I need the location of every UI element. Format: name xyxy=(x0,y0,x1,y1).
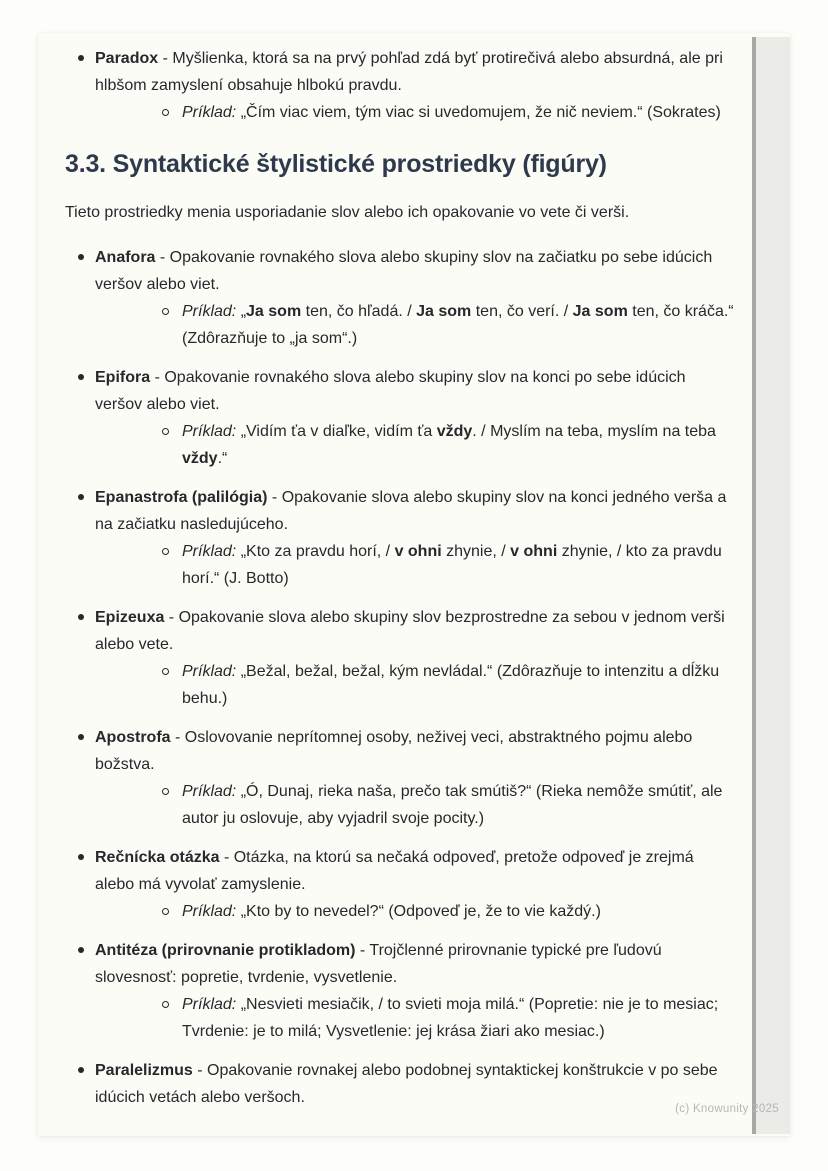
term-description: - Opakovanie slova alebo skupiny slov bezprostredne za sebou v jednom verši alebo vete. xyxy=(95,609,725,653)
example-list xyxy=(152,658,737,712)
term-label: Paralelizmus xyxy=(95,1062,193,1079)
example-list xyxy=(152,99,737,126)
example-text: . / Myslím na teba, myslím na teba xyxy=(472,423,716,440)
example-item xyxy=(152,778,737,832)
example-text: „Kto by to nevedel?“ (Odpoveď je, že to vie každý.) xyxy=(240,903,601,920)
term-label: Rečnícka otázka xyxy=(95,849,220,866)
example-label: Príklad: xyxy=(182,104,237,121)
term-label: Apostrofa xyxy=(95,729,171,746)
term-label: Epanastrofa (palilógia) xyxy=(95,489,268,506)
example-item xyxy=(152,898,737,925)
example-item xyxy=(152,658,737,712)
document-content xyxy=(38,33,790,1111)
example-text: „Vidím ťa v diaľke, vidím ťa xyxy=(240,423,437,440)
example-emphasis: Ja som xyxy=(416,303,472,320)
term-label: Paradox xyxy=(95,50,159,67)
example-item xyxy=(152,538,737,592)
example-text: „Bežal, bežal, bežal, kým nevládal.“ (Zdôrazňuje to intenzitu a dĺžku behu.) xyxy=(182,663,720,707)
list-item xyxy=(65,45,737,126)
document-page xyxy=(38,33,790,1136)
example-emphasis: Ja som xyxy=(572,303,628,320)
example-text: ten, čo hľadá. / xyxy=(301,303,417,320)
term-description: - Myšlienka, ktorá sa na prvý pohľad zdá byť protirečivá alebo absurdná, ale pri hlbšom zamyslení obsahuje hlbokú pravdu. xyxy=(95,50,723,94)
term-description: - Trojčlenné prirovnanie typické pre ľudovú slovesnosť: popretie, tvrdenie, vysvetlenie. xyxy=(95,942,662,986)
example-text: „Nesvieti mesiačik, / to svieti moja milá.“ (Popretie: nie je to mesiac; Tvrdenie: je to milá; Vysvetlenie: jej krása žiari ako mesiac.) xyxy=(182,996,719,1040)
list-item xyxy=(65,484,737,592)
example-label: Príklad: xyxy=(182,543,237,560)
list-item xyxy=(65,724,737,832)
list-item xyxy=(65,244,737,352)
example-list xyxy=(152,778,737,832)
term-label: Epifora xyxy=(95,369,151,386)
section-intro: Tieto prostriedky menia usporiadanie slov alebo ich opakovanie vo vete či verši. xyxy=(65,204,630,221)
example-emphasis: vždy xyxy=(436,423,473,440)
example-item xyxy=(152,99,737,126)
example-label: Príklad: xyxy=(182,663,237,680)
example-item xyxy=(152,298,737,352)
example-label: Príklad: xyxy=(182,903,237,920)
example-emphasis: v ohni xyxy=(394,543,442,560)
paradox-list xyxy=(65,45,737,126)
example-label: Príklad: xyxy=(182,783,237,800)
example-text: ten, čo verí. / xyxy=(471,303,573,320)
example-item xyxy=(152,418,737,472)
section-heading: 3.3. Syntaktické štylistické prostriedky (figúry) xyxy=(65,150,607,178)
list-item xyxy=(65,364,737,472)
term-description: - Otázka, na ktorú sa nečaká odpoveď, pretože odpoveď je zrejmá alebo má vyvolať zamyslenie. xyxy=(95,849,694,893)
term-description: - Oslovovanie neprítomnej osoby, neživej veci, abstraktného pojmu alebo božstva. xyxy=(95,729,693,773)
example-text: „Kto za pravdu horí, / xyxy=(240,543,395,560)
example-item xyxy=(152,991,737,1045)
example-list xyxy=(152,991,737,1045)
example-text: „ xyxy=(240,303,247,320)
example-text: .“ xyxy=(217,450,228,467)
term-description: - Opakovanie slova alebo skupiny slov na konci jedného verša a na začiatku nasledujúceho. xyxy=(95,489,727,533)
example-text: zhynie, / xyxy=(441,543,511,560)
example-label: Príklad: xyxy=(182,303,237,320)
watermark: (c) Knowunity 2025 xyxy=(675,1103,779,1115)
example-list xyxy=(152,418,737,472)
term-label: Epizeuxa xyxy=(95,609,165,626)
term-label: Anafora xyxy=(95,249,156,266)
example-emphasis: Ja som xyxy=(246,303,302,320)
example-list xyxy=(152,298,737,352)
term-label: Antitéza (prirovnanie protikladom) xyxy=(95,942,356,959)
example-text: ten, čo kráča.“ (Zdôrazňuje to „ja som“.) xyxy=(182,303,734,347)
list-item xyxy=(65,604,737,712)
example-emphasis: v ohni xyxy=(510,543,558,560)
example-emphasis: vždy xyxy=(182,450,218,467)
term-description: - Opakovanie rovnakého slova alebo skupiny slov na začiatku po sebe idúcich veršov alebo viet. xyxy=(95,249,713,293)
example-label: Príklad: xyxy=(182,423,237,440)
term-description: - Opakovanie rovnakej alebo podobnej syntaktickej konštrukcie v po sebe idúcich vetách alebo veršoch. xyxy=(95,1062,718,1106)
list-item xyxy=(65,1057,737,1111)
term-description: - Opakovanie rovnakého slova alebo skupiny slov na konci po sebe idúcich veršov alebo viet. xyxy=(95,369,686,413)
example-text: zhynie, / kto za pravdu horí.“ (J. Botto) xyxy=(182,543,722,587)
example-list xyxy=(152,898,737,925)
example-label: Príklad: xyxy=(182,996,237,1013)
list-item xyxy=(65,937,737,1045)
example-text: „Čím viac viem, tým viac si uvedomujem, že nič neviem.“ (Sokrates) xyxy=(240,104,721,121)
figures-list xyxy=(65,244,737,1111)
example-text: „Ó, Dunaj, rieka naša, prečo tak smútiš?“ (Rieka nemôže smútiť, ale autor ju oslovuje, aby vyjadril svoje pocity.) xyxy=(182,783,723,827)
list-item xyxy=(65,844,737,925)
example-list xyxy=(152,538,737,592)
